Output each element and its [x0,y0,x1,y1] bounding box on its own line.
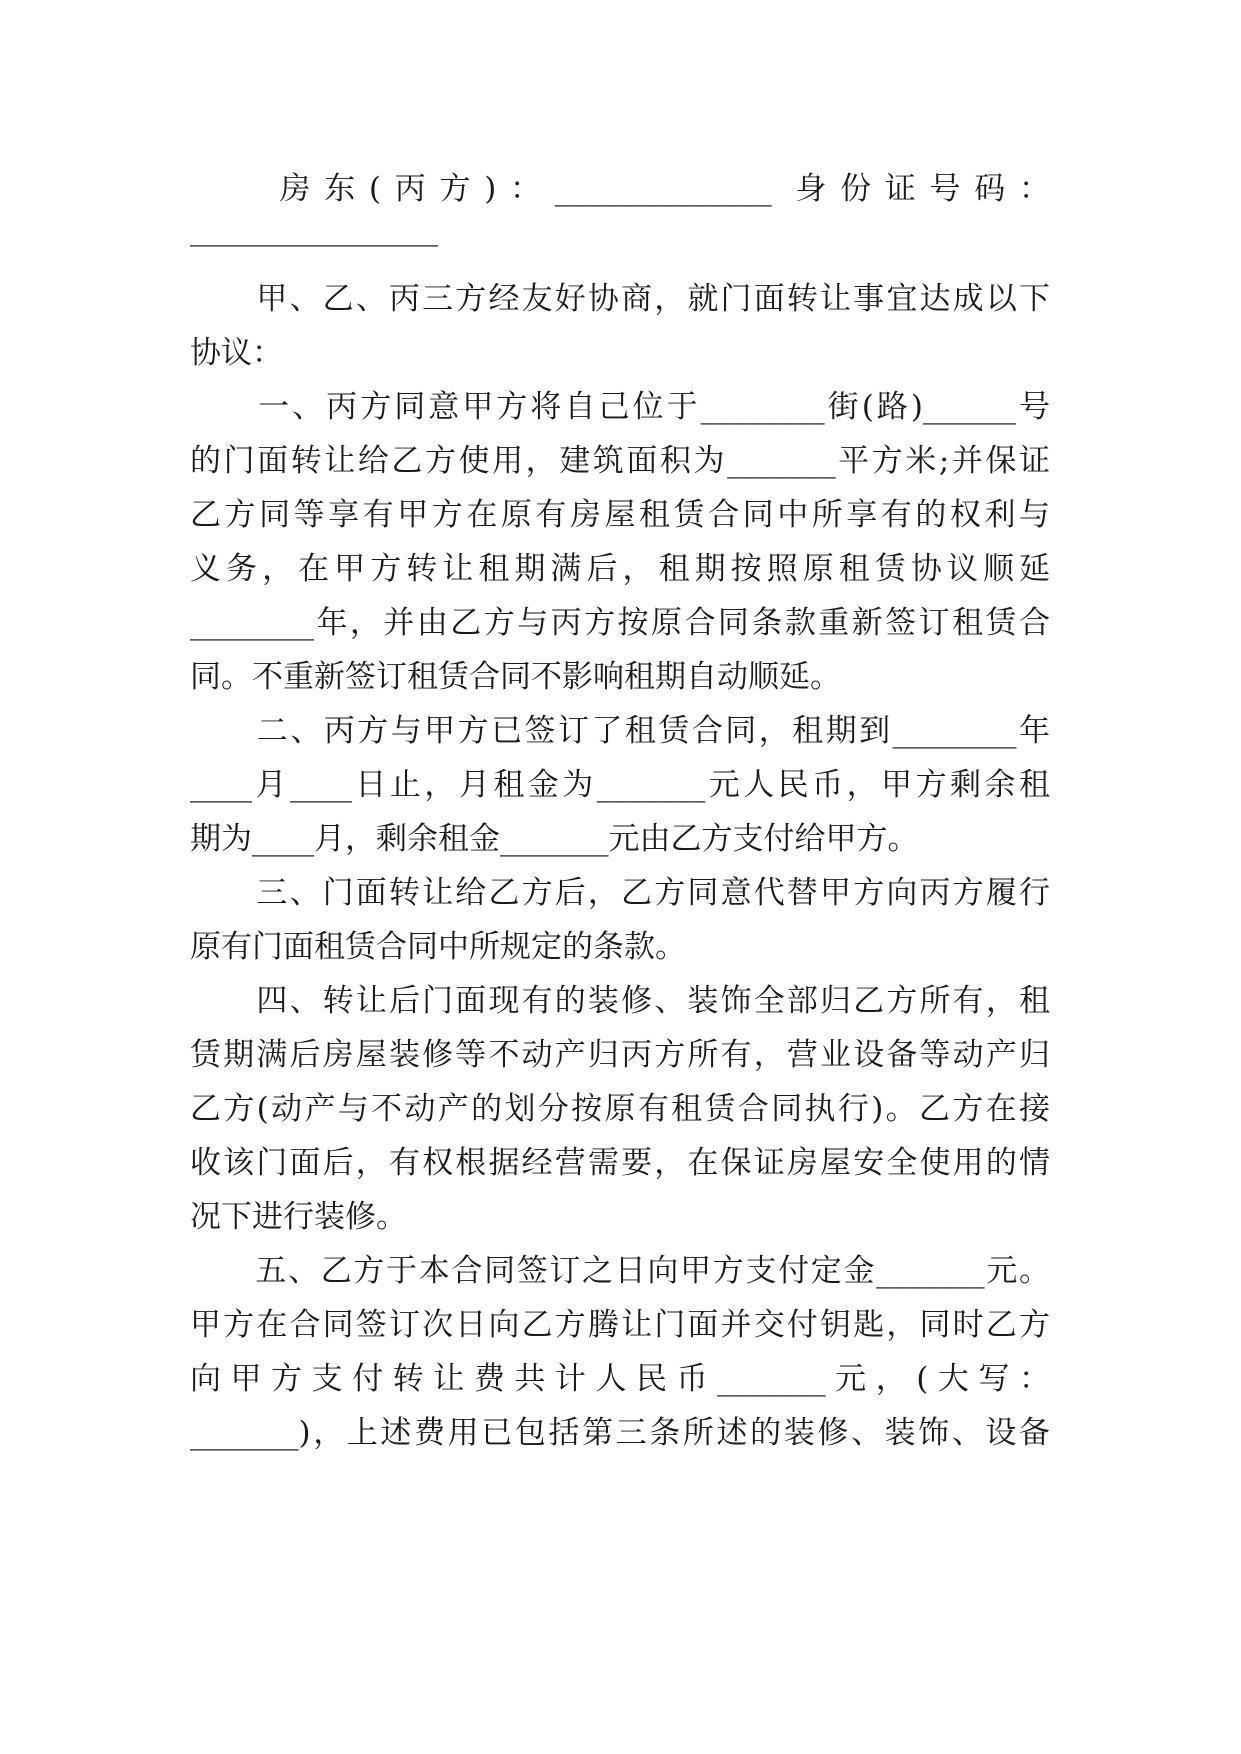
text-line: 四、转让后门面现有的装修、装饰全部归乙方所有，租 [190,983,1050,1019]
text-line: ________年，并由乙方与丙方按原合同条款重新签订租赁合 [190,605,1050,641]
text-line: 二、丙方与甲方已签订了租赁合同，租期到________年 [190,713,1050,749]
text-line: 况下进行装修。 [190,1199,407,1235]
text-line: 义务，在甲方转让租期满后，租期按照原租赁协议顺延 [190,551,1050,587]
text-line: 房东(丙方)：______________ 身份证号码： [190,171,1050,207]
text-line: 原有门面租赁合同中所规定的条款。 [190,929,686,965]
text-line: 甲、乙、丙三方经友好协商，就门面转让事宜达成以下 [190,281,1050,317]
text-line: 三、门面转让给乙方后，乙方同意代替甲方向丙方履行 [190,875,1050,911]
text-line: 赁期满后房屋装修等不动产归丙方所有，营业设备等动产归 [190,1037,1050,1073]
text-line: ____月____日止，月租金为_______元人民币，甲方剩余租 [190,767,1050,803]
text-line: 一、丙方同意甲方将自己位于________街(路)______号 [190,389,1050,425]
text-line: 的门面转让给乙方使用，建筑面积为_______平方米;并保证 [190,443,1050,479]
text-line: ________________ [190,211,438,247]
text-line: 协议： [190,335,283,371]
text-line: 乙方(动产与不动产的划分按原有租赁合同执行)。乙方在接 [190,1091,1050,1127]
text-line: 甲方在合同签订次日向乙方腾让门面并交付钥匙，同时乙方 [190,1307,1050,1343]
text-line: 五、乙方于本合同签订之日向甲方支付定金_______元。 [190,1253,1050,1289]
text-line: 同。不重新签订租赁合同不影响租期自动顺延。 [190,659,841,695]
text-line: 乙方同等享有甲方在原有房屋租赁合同中所享有的权利与 [190,497,1050,533]
text-line: 向甲方支付转让费共计人民币_______元，(大写： [190,1361,1050,1397]
text-line: _______)，上述费用已包括第三条所述的装修、装饰、设备 [190,1415,1050,1451]
text-line: 收该门面后，有权根据经营需要，在保证房屋安全使用的情 [190,1145,1050,1181]
text-line: 期为____月，剩余租金_______元由乙方支付给甲方。 [190,821,919,857]
